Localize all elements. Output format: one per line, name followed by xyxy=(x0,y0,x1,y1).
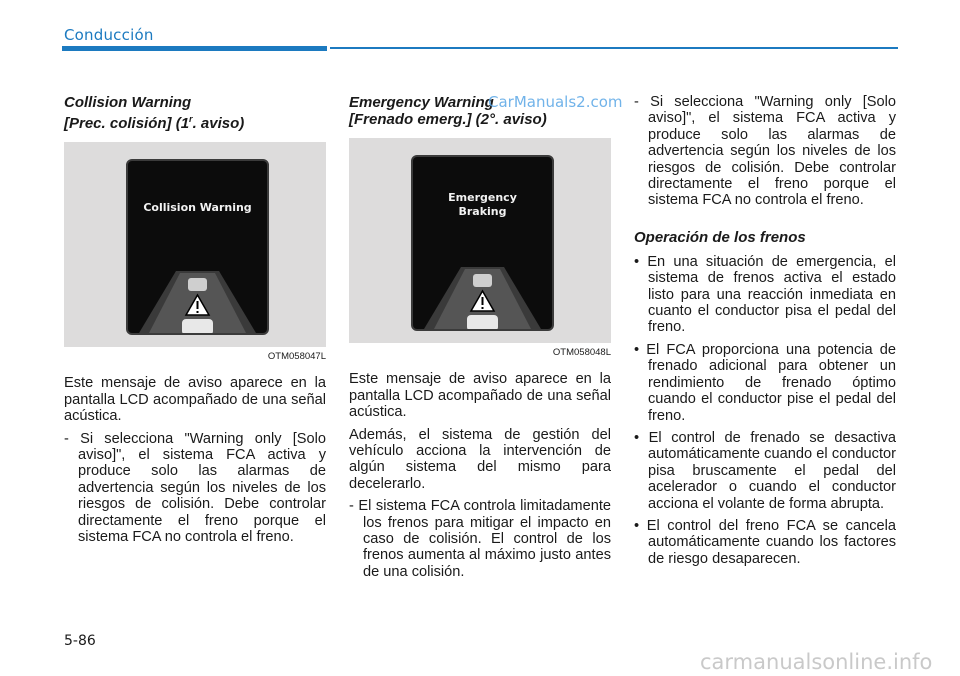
watermark-link[interactable]: CarManuals2.com xyxy=(488,93,623,111)
figure-collision-warning xyxy=(64,142,326,347)
heading-line2-sup: r xyxy=(189,114,193,124)
heading-line1: Collision Warning xyxy=(64,94,192,111)
road-warning-graphic xyxy=(413,157,552,329)
bullet-item: • El control del freno FCA se cancela automáticamente cuando los factores de riesgo desaparecen. xyxy=(634,517,896,567)
cluster-screen xyxy=(411,155,554,331)
footer-watermark: carmanualsonline.info xyxy=(700,650,933,674)
car-ahead-icon xyxy=(188,278,207,291)
paragraph: Este mensaje de aviso aparece en la pantalla LCD acompañado de una señal acústica. xyxy=(349,371,611,421)
paragraph: Este mensaje de aviso aparece en la pantalla LCD acompañado de una señal acústica. xyxy=(64,375,326,425)
heading-line2-post: . aviso) xyxy=(192,115,245,132)
page-number: 5-86 xyxy=(64,633,96,649)
own-car-icon xyxy=(467,315,498,329)
cluster-screen xyxy=(126,159,269,335)
dash-item: - Si selecciona "Warning only [Solo aviso]", el sistema FCA activa y produce solo las alarmas de advertencia según los niveles de los riesgos de colisión. Debe controlar directamente el freno porque el sistema FCA no controla el freno. xyxy=(64,430,326,546)
screen-line2: Braking xyxy=(458,205,507,218)
heading-line2-pre: [Prec. colisión] (1 xyxy=(64,115,190,132)
dash-item: - El sistema FCA controla limitadamente los frenos para mitigar el impacto en caso de colisión. El control de los frenos aumenta al máximo justo antes de una colisión. xyxy=(349,498,611,580)
heading-line2: [Frenado emerg.] (2°. aviso) xyxy=(349,111,547,128)
heading-brake-operation: Operación de los frenos xyxy=(634,228,806,246)
header-rule-thick xyxy=(62,46,327,51)
screen-message: Collision Warning xyxy=(143,201,252,214)
figure-emergency-braking xyxy=(349,138,611,343)
screen-line1: Emergency xyxy=(448,191,517,204)
column-emergency-warning xyxy=(349,94,611,586)
column-collision-warning xyxy=(64,94,326,551)
bullet-item: • El control de frenado se desactiva automáticamente cuando el conductor pisa bruscamente el pedal del acelerador o cuando el conductor acciona el volante de forma abrupta. xyxy=(634,429,896,512)
section-title: Conducción xyxy=(64,26,154,44)
figure-code: OTM058048L xyxy=(552,347,611,358)
figure-code: OTM058047L xyxy=(267,351,326,362)
car-ahead-icon xyxy=(473,274,492,287)
heading-collision-warning xyxy=(64,94,326,132)
own-car-icon xyxy=(182,319,213,333)
dash-item: - Si selecciona "Warning only [Solo aviso]", el sistema FCA activa y produce solo las alarmas de advertencia según los niveles de los riesgos de colisión. Debe controlar directamente el freno porque el sistema FCA no controla el freno. xyxy=(634,94,896,209)
heading-line1: Emergency Warning xyxy=(349,94,494,111)
column-brake-operation xyxy=(634,94,896,573)
paragraph: Además, el sistema de gestión del vehículo acciona la intervención de algún sistema del mismo para decelerarlo. xyxy=(349,426,611,492)
bullet-item: • En una situación de emergencia, el sistema de frenos activa el estado listo para una reacción inmediata en cuanto el conductor pisa el pedal del freno. xyxy=(634,253,896,336)
road-warning-graphic xyxy=(128,161,267,333)
header-rule-thin xyxy=(330,47,898,49)
bullet-item: • El FCA proporciona una potencia de frenado adicional para obtener un rendimiento de frenado óptimo cuando el conductor pise el pedal del freno. xyxy=(634,341,896,424)
